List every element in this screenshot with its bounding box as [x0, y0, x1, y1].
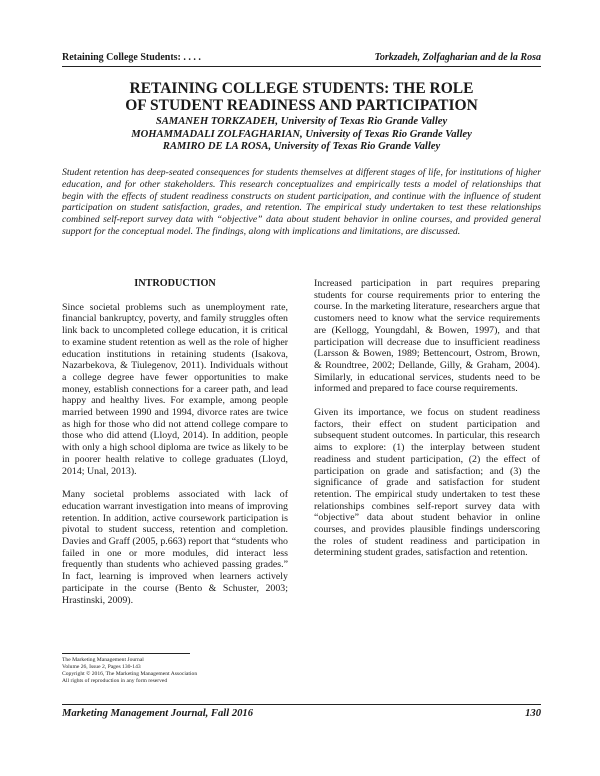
left-column: [62, 278, 288, 618]
abstract: Student retention has deep-seated consequences for students themselves at different stages of life, for institutions of higher education, and for other stakeholders. This research conceptualizes and empirically tests a model of relationships that begin with the effects of student readiness constructs on student participation, and continue with the influence of student participation on student satisfaction, grades, and retention. The empirical study undertaken to test these relationships combined self-report survey data with “objective” data about student behavior in online courses, and provided general support for the conceptual model. The findings, along with implications and limitations, are discussed.: [62, 167, 541, 237]
author-2: MOHAMMADALI ZOLFAGHARIAN, University of Texas Rio Grande Valley: [131, 129, 472, 140]
body-paragraph: Increased participation in part requires preparing students for course requirements prior to entering the course. In the marketing literature, researchers argue that customers need to know what the service requirements are (Kellogg, Youngdahl, & Bowen, 1997), and that participation will decrease due to insufficient readiness (Larsson & Bowen, 1989; Bettencourt, Ostrom, Brown, & Roundtree, 2002; Dellande, Gilly, & Graham, 2004). Similarly, in educational services, students need to be informed and prepared to face course requirements.: [314, 278, 540, 395]
section-heading-introduction: INTRODUCTION: [134, 278, 216, 289]
footnote-divider: [62, 653, 190, 654]
body-paragraph: Since societal problems such as unemployment rate, financial bankruptcy, poverty, and family struggles often link back to uncompleted college education, it is critical to examine student retention as well as the role of higher education institutions in retaining students (Isakova, Nazarbekova, & Tiulegenov, 2011). Individuals without a college degree have fewer opportunities to make money, establish connections for a career path, and lead happy and healthy lives. For example, among people married between 1990 and 1994, divorce rates are twice as high for those who did not attend college compare to those who did attend (Lloyd, 2014). In addition, people with only a high school diploma are twice as likely to be in poorer health relative to college graduates (Lloyd, 2014; Unal, 2013).: [62, 301, 288, 477]
author-1: SAMANEH TORKZADEH, University of Texas Rio Grande Valley: [155, 116, 448, 127]
author-3: RAMIRO DE LA ROSA, University of Texas Rio Grande Valley: [162, 141, 441, 152]
body-paragraph: Many societal problems associated with lack of education warrant investigation into means of improving retention. In addition, active coursework participation is pivotal to student success, retention and completion. Davies and Graff (2005, p.663) report that “students who failed in one or more modules, did interact less frequently than students who achieved passing grades.” In fact, learning is improved when learners actively participate in the course (Bento & Schuster, 2003; Hrastinski, 2009).: [62, 489, 288, 606]
running-header-left: Retaining College Students: . . . .: [62, 52, 201, 63]
running-header-right: Torkzadeh, Zolfagharian and de la Rosa: [374, 52, 541, 63]
header-divider: [62, 66, 541, 67]
body-paragraph: Given its importance, we focus on student readiness factors, their effect on student participation and subsequent student outcomes. In particular, this research aims to explore: (1) the interplay between student readiness and student participation, (2) the effect of participation on grade and satisfaction; and (3) the significance of grade and satisfaction for student retention. The empirical study undertaken to test these relationships combines self-report survey data with “objective” data about student behavior in online courses, and provides plausible findings underscoring the roles of student readiness and participation in determining student grades, satisfaction and retention.: [314, 407, 540, 559]
footer-journal: Marketing Management Journal, Fall 2016: [62, 708, 254, 719]
footnote-line: All rights of reproduction in any form reserved: [62, 678, 168, 685]
footnote-line: Volume 26, Issue 2, Pages 130-143: [62, 664, 141, 671]
copyright-footnote: [62, 657, 197, 685]
right-column: [314, 278, 540, 571]
paper-title-line-1: RETAINING COLLEGE STUDENTS: THE ROLE: [129, 80, 474, 97]
paper-title-line-2: OF STUDENT READINESS AND PARTICIPATION: [125, 97, 478, 114]
footnote-line: The Marketing Management Journal: [62, 657, 144, 663]
page-number: 130: [525, 708, 541, 719]
footer-divider: [62, 704, 541, 705]
footnote-line: Copyright © 2016, The Marketing Management Association: [62, 671, 198, 678]
